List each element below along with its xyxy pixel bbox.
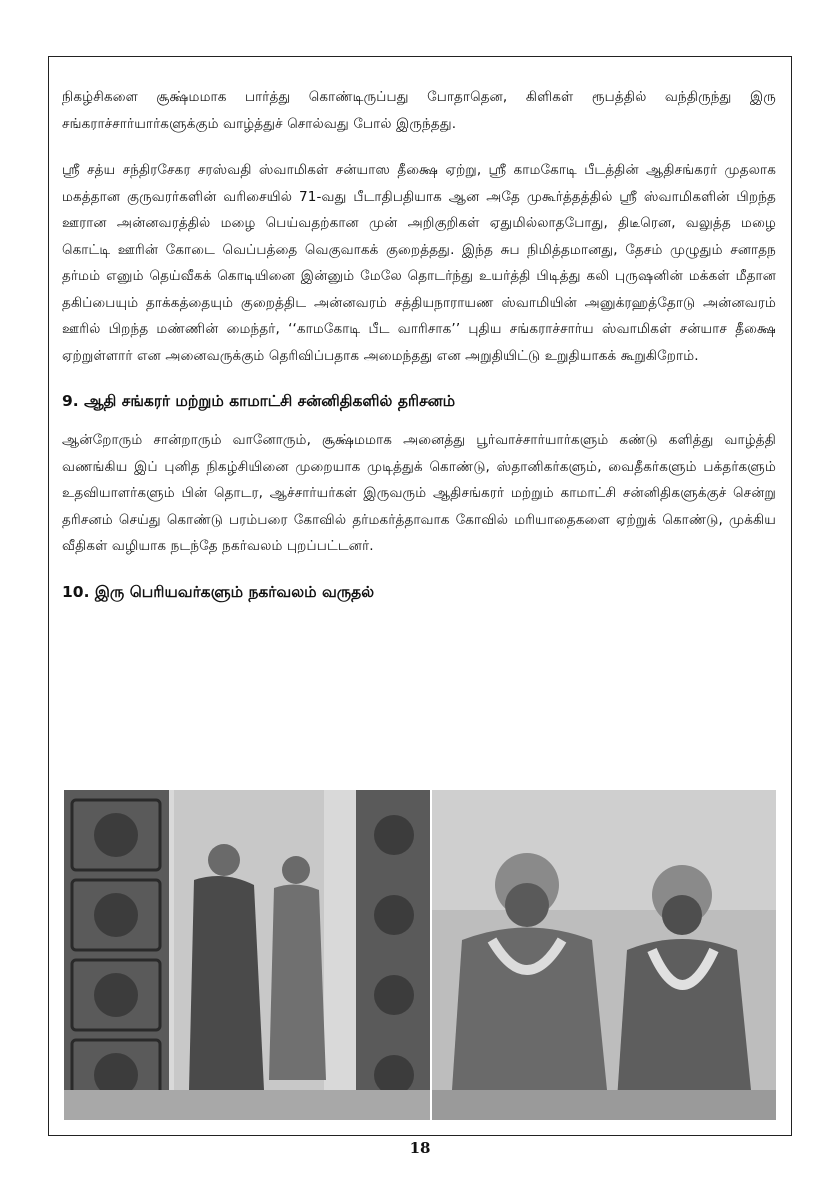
section-heading-darshan: 9. ஆதி சங்கரர் மற்றும் காமாட்சி சன்னிதிகளில் தரிசனம் [62, 392, 456, 410]
photo-acharyas-at-temple-door [64, 790, 430, 1120]
page-content [62, 84, 776, 618]
page-number: 18 [409, 1139, 431, 1157]
paragraph-darshan: ஆன்றோரும் சான்றாரும் வானோரும், சூக்ஷ்மமாக அனைத்து பூர்வாச்சார்யார்களும் கண்டு களித்து வாழ்த்தி வணங்கிய இப் புனித நிகழ்சியினை முறையாக முடித்துக் கொண்டு, ஸ்தானிகர்களும், வைதீகர்களும் பக்தர்களும் உதவியாளர்களும் பின் தொடர, ஆச்சார்யர்கள் இருவரும் ஆதிசங்கரர் மற்றும் காமாட்சி சன்னிதிகளுக்குச் சென்று தரிசனம் செய்து கொண்டு பரம்பரை கோவில் தர்மகர்த்தாவாக கோவில் மரியாதைகளை ஏற்றுக் கொண்டு, முக்கிய வீதிகள் வழியாக நடந்தே நகர்வலம் புறப்பட்டனர். [62, 432, 776, 554]
photo-acharyas-seated-with-garlands [432, 790, 776, 1120]
section-heading-procession: 10. இரு பெரியவர்களும் நகர்வலம் வருதல் [62, 582, 375, 601]
paragraph-sanyasa-rain: ஸ்ரீ சத்ய சந்திரசேகர சரஸ்வதி ஸ்வாமிகள் சன்யாஸ தீக்ஷை ஏற்று, ஸ்ரீ காமகோடி பீடத்தின் ஆதிசங்கரர் முதலாக மகத்தான குருவரர்களின் வரிசையில் 71-வது பீடாதிபதியாக ஆன அதே முகூர்த்தத்தில் ஸ்ரீ ஸ்வாமிகளின் பிறந்த ஊரான அன்னவரத்தில் மழை பெய்வதற்கான முன் அறிகுறிகள் ஏதுமில்லாதபோது, திடீரென, வலுத்த மழை கொட்டி ஊரின் கோடை வெப்பத்தை வெகுவாகக் குறைத்தது. இந்த சுப நிமித்தமானது, தேசம் முழுதும் சனாதந தர்மம் எனும் தெய்வீகக் கொடியினை இன்னும் மேலே தொடர்ந்து உயர்த்தி பிடித்து கலி புருஷனின் மக்கள் மீதான தகிப்பையும் தாக்கத்தையும் குறைத்திட அன்னவரம் சத்தியநாராயண ஸ்வாமியின் அனுக்ரஹத்தோடு அன்னவரம் ஊரில் பிறந்த மண்ணின் மைந்தர், ‘‘காமகோடி பீட வாரிசாக’’ புதிய சங்கராச்சார்ய ஸ்வாமிகள் சன்யாச தீக்ஷை ஏற்றுள்ளார் என அனைவருக்கும் தெரிவிப்பதாக அமைந்தது என அறுதியிட்டு உறுதியாகக் கூறுகிறோம். [62, 162, 776, 364]
photo-strip [64, 790, 776, 1120]
paragraph-parrots: நிகழ்சிகளை சூக்ஷ்மமாக பார்த்து கொண்டிருப்பது போதாதென, கிளிகள் ரூபத்தில் வந்திருந்து இரு சங்கராச்சார்யார்களுக்கும் வாழ்த்துச் சொல்வது போல் இருந்தது. [62, 89, 776, 132]
